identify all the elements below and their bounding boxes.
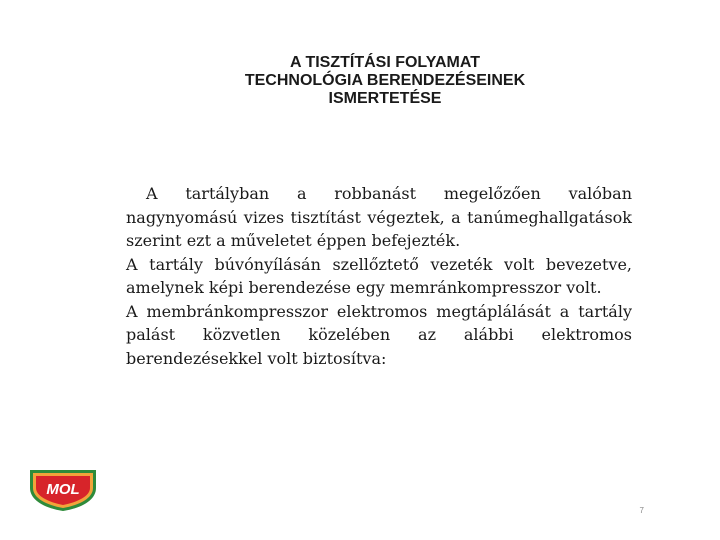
slide-title (150, 54, 620, 108)
title-line-2: TECHNOLÓGIA BERENDEZÉSEINEK (244, 72, 526, 89)
body-text (126, 182, 632, 370)
paragraph-2: A tartály búvónyílásán szellőztető vezeték volt bevezetve, amelynek képi berendezése egy memránkompresszor volt. (126, 254, 632, 297)
paragraph-1: A tartályban a robbanást megelőzően valóban nagynyomású vizes tisztítást végeztek, a tanúmeghallgatások szerint ezt a műveletet éppen befejezték. (126, 184, 632, 250)
page-number: 7 (639, 506, 644, 515)
paragraph-3: A membránkompresszor elektromos megtáplálását a tartály palást közvetlen közelében az alábbi elektromos berendezésekkel volt biztosítva: (126, 301, 632, 368)
title-line-3: ISMERTETÉSE (328, 90, 442, 107)
title-line-1: A TISZTÍTÁSI FOLYAMAT (290, 54, 480, 71)
logo-text: MOL (46, 481, 80, 498)
mol-logo (26, 466, 100, 512)
